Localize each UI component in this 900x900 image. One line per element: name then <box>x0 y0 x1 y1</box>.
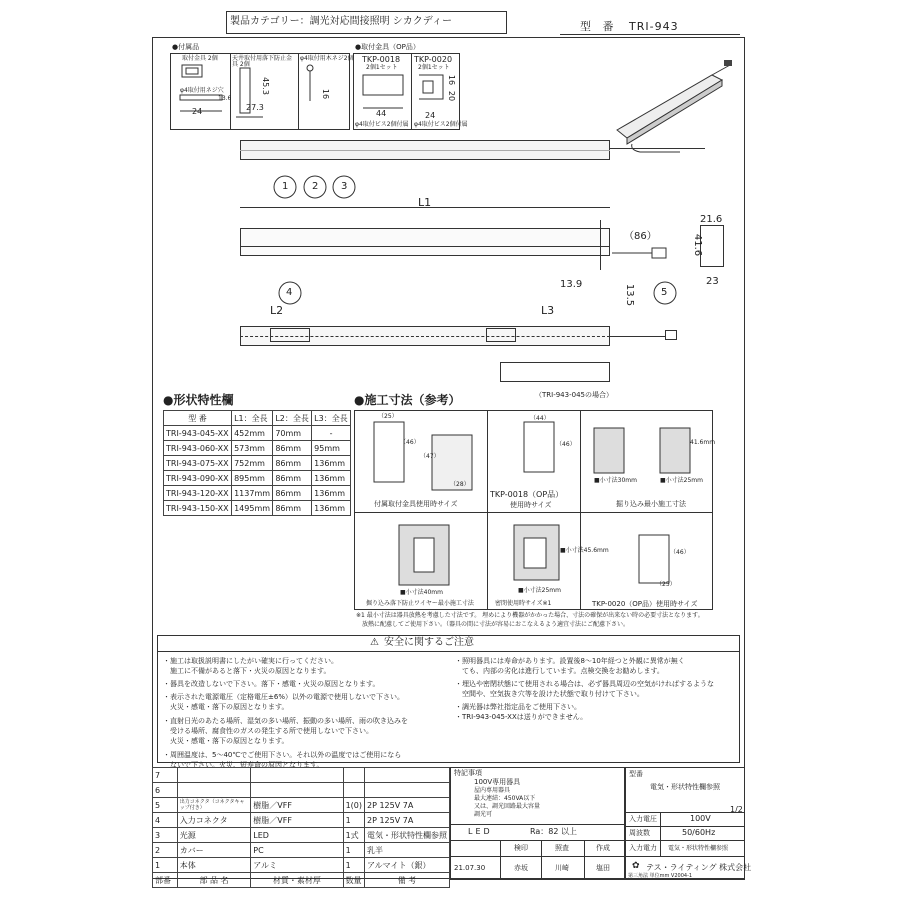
dim-135: 13.5 <box>624 283 636 307</box>
table-row: 6 <box>153 783 450 798</box>
table-row: 1 本体 アルミ 1 アルマイト（銀） <box>153 858 450 873</box>
install-dim-9: 41.6mm <box>690 439 716 446</box>
install-caption-1: 付属取付金具使用時サイズ <box>374 500 458 508</box>
tb-voltage-label: 入力電圧 <box>629 815 657 823</box>
accessory-1-title: 取付金具 2個 <box>182 55 218 62</box>
opt2-qty: 2個1セット <box>418 64 450 71</box>
safety-right: ・照明器具には寿命があります。設置後8～10年経つと外観に異常が無く ても、内部の劣化は進行しています。点検交換をお勧めします。 ・埋込や密閉状態にて使用される場合は、必ず器具周辺の空気がければするような 空間や、空気抜き穴等を設けた状態で取り付けて下さい。 ・調光器は弊社指定品をご使用下さい。 ・TRI-943-045-XXは送りができません。 <box>455 657 714 721</box>
install-caption-3: 掘り込み最小施工寸法 <box>616 500 686 508</box>
spec-header-l2: L2：全長 <box>273 411 312 426</box>
table-row: 4 入力コネクタ 樹脂／VFF 1 2P 125V 7A <box>153 813 450 828</box>
opt1-note: φ4取付ビス2個付属 <box>355 121 409 128</box>
install-dim-13: （25） <box>656 581 676 588</box>
dim-86: （86） <box>624 231 657 242</box>
specs-lines: 100V専用器具 屋内専用器具 最大連結：450VA以下 又は、調光回路最大容量 調光可 <box>474 778 541 818</box>
connector-drawing-front <box>612 245 672 265</box>
opt2-dim-16: 16 <box>447 74 457 86</box>
dim-L2: L2 <box>270 304 284 317</box>
install-dim-1: （25） <box>378 413 398 420</box>
end-view-profile <box>700 225 724 267</box>
accessories-title: ●付属品 <box>172 43 200 51</box>
optional-title: ●取付金具（OP品） <box>355 43 420 51</box>
acc2-dim-273: 27.3 <box>246 103 264 112</box>
spec-table-title: ●形状特性欄 <box>163 393 234 407</box>
optional-drawings <box>353 53 460 130</box>
stamp-1: 赤坂 <box>514 864 528 872</box>
led-label: LED <box>468 827 493 836</box>
callout-1: 1 <box>282 181 289 192</box>
draw-label: 作成 <box>596 844 610 852</box>
install-dim-12: （46） <box>670 549 690 556</box>
callout-2: 2 <box>312 181 319 192</box>
tb-model-label: 型番 <box>629 770 643 778</box>
table-row: TRI-943-060-XX 573mm 86mm 95mm <box>164 441 351 456</box>
045-view-bar <box>500 362 610 382</box>
acc3-dim-16: 16 <box>321 88 331 100</box>
opt1-model: TKP-0018 <box>362 55 401 64</box>
install-caption-6: TKP-0020（OP品）使用時サイズ <box>592 600 698 608</box>
install-note-1: ※1 最小寸法は器具放熱を考慮した寸法です。 埋めにより機器がかかった場合、寸法の確保が出来ない時の必要寸法となります。 <box>356 612 704 619</box>
spec-header-l3: L3：全長 <box>312 411 351 426</box>
install-note-2: 放熱に配慮してご使用下さい。（器具の間に寸法が容易におこなえるよう適宜寸法にご配慮下さい。 <box>362 621 630 628</box>
ra-value: Ra：82 以上 <box>530 827 578 836</box>
spec-header-model: 型 番 <box>164 411 232 426</box>
install-dim-8: ■小寸法25mm <box>660 477 703 484</box>
tb-voltage-value: 100V <box>690 814 711 823</box>
table-row: 2 カバー PC 1 乳半 <box>153 843 450 858</box>
footer-note: 第三角法 単位mm V2004-1 <box>628 873 693 879</box>
tb-power-label: 入力電力 <box>629 844 657 852</box>
check-label: 照査 <box>555 844 569 852</box>
tb-model-value: 電気・形状特性欄参照 <box>650 783 720 791</box>
tb-freq-label: 周波数 <box>629 829 650 837</box>
header-underline <box>560 34 740 35</box>
install-caption-5: 密閉使用時サイズ※1 <box>495 600 552 607</box>
accessory-3-title: φ4取付用木ネジ2個 <box>300 55 354 62</box>
safety-left: ・施工は取扱説明書にしたがい確実に行ってください。 施工に不備があると落下・火災の原因となります。 ・器具を改造しないで下さい。落下・感電・火災の原因となります。 ・表示された電源電圧（定格電圧±6%）以外の電源で使用しないで下さい。 火災・感電・落下の原因となります。 ・直射日光のあたる場所、湿気の多い場所、振動の多い場所、雨の吹き込みを 受ける場所、腐食性のガスの発生する所で使用しないで下さい。 火災・感電・落下の原因となります。 ・周囲温度は、5～40℃でご使用下さい。それ以外の温度ではご使用になら ないで下さい。火災、短寿命の原因となります。 <box>163 657 408 769</box>
dim-416: 41.6 <box>692 233 704 257</box>
table-row: TRI-943-120-XX 1137mm 86mm 136mm <box>164 486 351 501</box>
date-value: 21.07.30 <box>454 864 486 872</box>
install-caption-2b: 使用時サイズ <box>510 501 552 509</box>
warning-icon: ⚠ <box>370 637 379 648</box>
category-text: 製品カテゴリー：調光対応間接照明 シカクディー <box>230 16 452 27</box>
install-caption-2a: TKP-0018（OP品） <box>490 490 564 499</box>
dim-216: 21.6 <box>700 214 723 225</box>
company-logo-icon: ✿ <box>632 861 640 871</box>
opt2-model: TKP-0020 <box>414 55 453 64</box>
install-caption-4: 掘り込み落下防止ワイヤー最小施工寸法 <box>366 600 474 607</box>
acc1-dim-24: 24 <box>192 107 203 116</box>
stamp-2: 川崎 <box>555 864 569 872</box>
table-row: TRI-943-090-XX 895mm 86mm 136mm <box>164 471 351 486</box>
callout-3: 3 <box>341 181 348 192</box>
install-dim-6: （46） <box>556 441 576 448</box>
tb-power-value: 電気・形状特性欄参照 <box>668 845 729 852</box>
model-label: 型 番 <box>580 20 618 33</box>
install-dim-4: （28） <box>450 481 470 488</box>
tb-freq-value: 50/60Hz <box>682 828 716 837</box>
install-dim-11: ■小寸法25mm <box>518 587 561 594</box>
opt2-note: φ4取付ビス2個付属 <box>414 121 468 128</box>
dim-L3: L3 <box>541 304 555 317</box>
acc1-dim-136: 13.6 <box>218 95 232 102</box>
table-row: TRI-943-045-XX 452mm 70mm - <box>164 426 351 441</box>
dim-139: 13.9 <box>560 279 583 290</box>
install-dim-5: （44） <box>530 415 550 422</box>
bom-table <box>152 767 450 888</box>
install-title: ●施工寸法（参考） <box>354 393 461 407</box>
acc1-note: φ4取付用ネジ穴 <box>180 87 224 94</box>
model-value: TRI-943 <box>629 20 679 33</box>
install-dim-10: ■小寸法40mm <box>400 589 443 596</box>
install-dim-3: （47） <box>420 453 440 460</box>
stamp-3: 塩田 <box>596 864 610 872</box>
callout-4: 4 <box>286 287 293 298</box>
note-045: （TRI-943-045の場合） <box>535 391 613 399</box>
product-perspective-drawing <box>612 60 742 155</box>
opt1-qty: 2個1セット <box>366 64 398 71</box>
table-row: 3 光源 LED 1式 電気・形状特性欄参照 <box>153 828 450 843</box>
acc2-dim-453: 45.3 <box>260 77 270 95</box>
spec-header-l1: L1：全長 <box>232 411 273 426</box>
dim-23: 23 <box>706 276 719 287</box>
table-row: TRI-943-150-XX 1495mm 86mm 136mm <box>164 501 351 516</box>
spec-table <box>163 410 351 516</box>
install-dim-7: ■小寸法30mm <box>594 477 637 484</box>
table-row: 7 <box>153 768 450 783</box>
table-row: TRI-943-075-XX 752mm 86mm 136mm <box>164 456 351 471</box>
opt2-dim-20: 20 <box>447 90 457 102</box>
opt1-dim-44: 44 <box>376 109 387 118</box>
approve-label: 検印 <box>514 844 528 852</box>
front-view-bar <box>240 228 610 256</box>
dim-L1: L1 <box>418 196 432 209</box>
table-row: 5 出力コネクタ（コネクタキャップ付き） 樹脂／VFF 1(0) 2P 125V 7A <box>153 798 450 813</box>
bom-header-row: 部番 部 品 名 材質・素材厚 数量 備 考 <box>153 873 450 888</box>
safety-title: 安全に関するご注意 <box>384 637 474 648</box>
specs-label: 特記事項 <box>454 769 482 777</box>
install-dim-14: ■小寸法45.6mm <box>560 547 609 554</box>
company-name: テス・ライティング 株式会社 <box>646 863 752 872</box>
opt2-dim-24: 24 <box>425 111 436 120</box>
tb-page: 1/2 <box>730 805 743 814</box>
install-dim-2: （46） <box>400 439 420 446</box>
callout-5: 5 <box>661 287 668 298</box>
accessory-2-title: 天井取付用落下防止金具 2個 <box>232 55 293 68</box>
